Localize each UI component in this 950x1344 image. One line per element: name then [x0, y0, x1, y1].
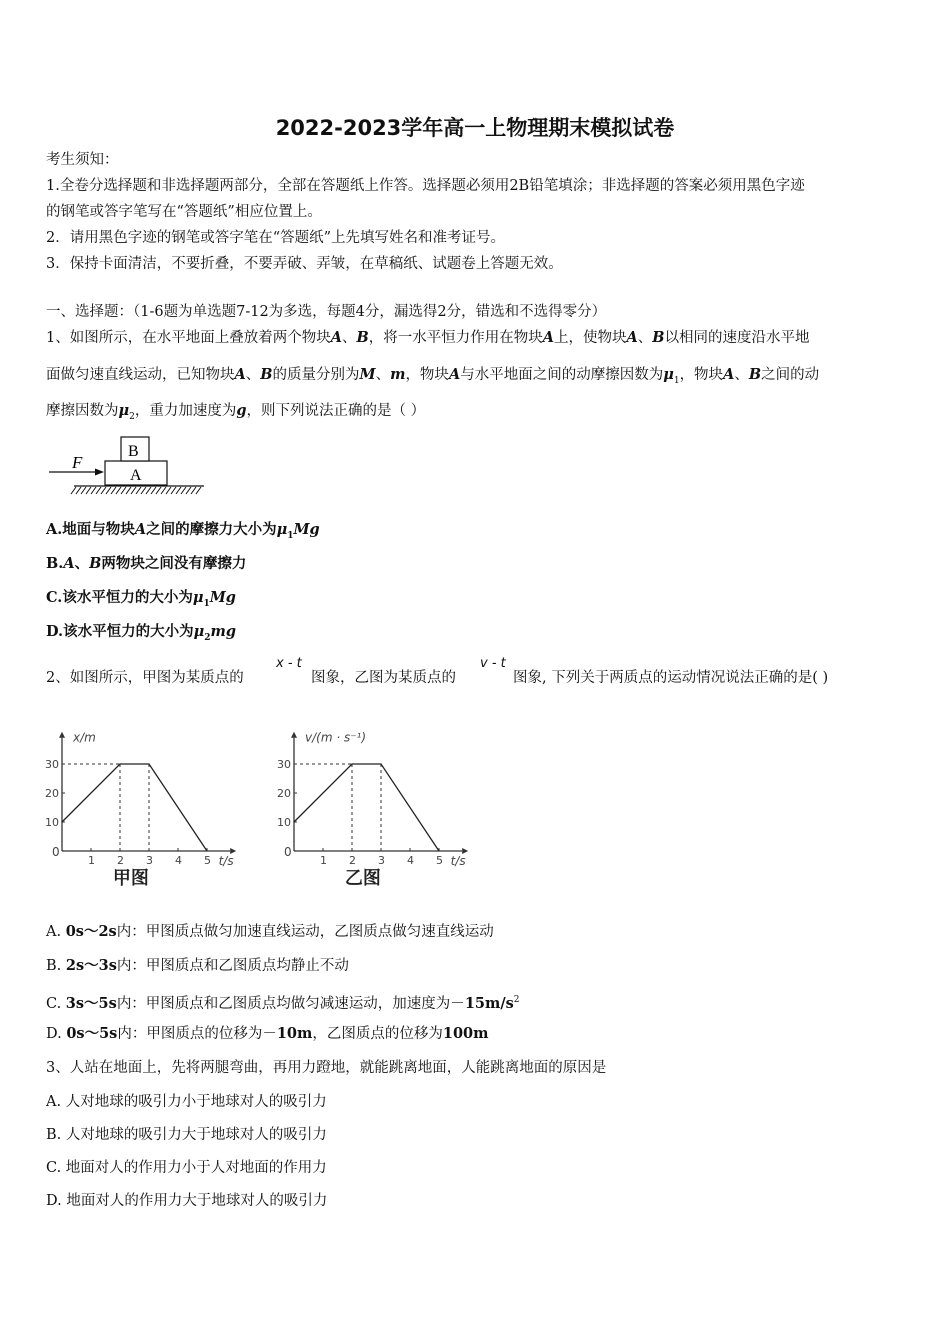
hatch-mark [161, 487, 166, 494]
hatch-mark [116, 487, 121, 494]
y-tick-label: 10 [277, 816, 291, 829]
notice-item-1: 1.全卷分选择题和非选择题两部分，全部在答题纸上作答。选择题必须用2B铅笔填涂；非选择题的答案必须用黑色字迹 [46, 178, 805, 194]
x-tick-label: 1 [88, 854, 95, 867]
q2-option-d[interactable]: D. 0s～5s内：甲图质点的位移为－10m，乙图质点的位移为100m [46, 1025, 489, 1042]
hatch-mark [121, 487, 126, 494]
notice-item-3: 3．保持卡面清洁，不要折叠，不要弄破、弄皱，在草稿纸、试题卷上答题无效。 [46, 256, 563, 272]
x-tick-label: 3 [378, 854, 385, 867]
x-axis-label: t/s [450, 854, 466, 868]
ground-hatching [71, 487, 201, 494]
hatch-mark [106, 487, 111, 494]
hatch-mark [131, 487, 136, 494]
hatch-mark [101, 487, 106, 494]
chart-jia [30, 705, 260, 890]
q2-stem-b: 图象，乙图为某质点的 [311, 670, 456, 686]
q1-stem-line2: 面做匀速直线运动，已知物块A、B的质量分别为M、m，物块A与水平地面之间的动摩擦因数为$\mu_1$，物块A、B之间的动 [46, 366, 820, 386]
q1-block-figure [46, 432, 211, 500]
notice-heading: 考生须知： [46, 152, 119, 168]
x-tick-label: 3 [146, 854, 153, 867]
x-tick-label: 5 [204, 854, 211, 867]
y-tick-label: 30 [45, 758, 59, 771]
y-axis-arrow [291, 732, 297, 738]
y-tick-label: 10 [45, 816, 59, 829]
q2-stem-c: 图象, 下列关于两质点的运动情况说法正确的是( ) [513, 670, 829, 686]
hatch-mark [126, 487, 131, 494]
origin-label: 0 [284, 845, 292, 859]
hatch-mark [71, 487, 76, 494]
q1-option-a[interactable]: A.地面与物块A之间的摩擦力大小为$\mu_1Mg$ [46, 521, 320, 541]
hatch-mark [191, 487, 196, 494]
q1-option-b[interactable]: B.A、B两物块之间没有摩擦力 [46, 555, 247, 572]
hatch-mark [76, 487, 81, 494]
q2-option-a[interactable]: A. 0s～2s内：甲图质点做匀加速直线运动，乙图质点做匀速直线运动 [46, 923, 494, 940]
x-tick-label: 5 [436, 854, 443, 867]
q1-stem-line3: 摩擦因数为$\mu_2$，重力加速度为g，则下列说法正确的是（ ） [46, 402, 426, 422]
y-tick-label: 20 [45, 787, 59, 800]
hatch-mark [171, 487, 176, 494]
q1-option-d[interactable]: D.该水平恒力的大小为$\mu_2mg$ [46, 623, 236, 643]
x-tick-label: 4 [175, 854, 182, 867]
hatch-mark [196, 487, 201, 494]
hatch-mark [111, 487, 116, 494]
notice-item-1-cont: 的钢笔或答字笔写在“答题纸”相应位置上。 [46, 204, 322, 220]
x-tick-label: 4 [407, 854, 414, 867]
q1-option-c[interactable]: C.该水平恒力的大小为$\mu_1Mg$ [46, 589, 236, 609]
x-tick-label: 2 [349, 854, 356, 867]
hatch-mark [136, 487, 141, 494]
hatch-mark [86, 487, 91, 494]
y-axis-label: v/(m · s⁻¹) [305, 730, 367, 745]
chart-yi [262, 705, 492, 890]
hatch-mark [181, 487, 186, 494]
q1-stem-line1: 1、如图所示，在水平地面上叠放着两个物块A、B，将一水平恒力作用在物块A上，使物块A、B以相同的速度沿水平地 [46, 329, 810, 346]
page-title: 2022-2023学年高一上物理期末模拟试卷 [275, 116, 675, 140]
y-tick-label: 30 [277, 758, 291, 771]
y-axis-label: x/m [73, 730, 96, 745]
x-tick-label: 1 [320, 854, 327, 867]
hatch-mark [176, 487, 181, 494]
force-arrow-head [95, 469, 104, 476]
hatch-mark [156, 487, 161, 494]
q2-vt-symbol: v - t [480, 656, 506, 671]
notice-item-2: 2．请用黑色字迹的钢笔或答字笔在“答题纸”上先填写姓名和准考证号。 [46, 230, 506, 246]
q2-stem-a: 2、如图所示，甲图为某质点的 [46, 670, 244, 686]
block-b-label: B [128, 443, 139, 460]
hatch-mark [141, 487, 146, 494]
q3-option-b[interactable]: B. 人对地球的吸引力大于地球对人的吸引力 [46, 1127, 327, 1143]
origin-label: 0 [52, 845, 60, 859]
hatch-mark [81, 487, 86, 494]
force-label: F [72, 453, 83, 472]
x-tick-label: 2 [117, 854, 124, 867]
chart-title: 甲图 [112, 868, 149, 889]
q3-option-d[interactable]: D. 地面对人的作用力大于地球对人的吸引力 [46, 1193, 328, 1209]
series-line [294, 764, 439, 851]
x-axis-label: t/s [218, 854, 234, 868]
section-heading: 一、选择题：（1-6题为单选题7-12为多选，每题4分，漏选得2分，错选和不选得零分） [46, 304, 607, 320]
q3-option-a[interactable]: A. 人对地球的吸引力小于地球对人的吸引力 [46, 1094, 327, 1110]
hatch-mark [96, 487, 101, 494]
hatch-mark [91, 487, 96, 494]
hatch-mark [151, 487, 156, 494]
hatch-mark [166, 487, 171, 494]
q2-option-c[interactable]: C. 3s～5s内：甲图质点和乙图质点均做匀减速运动，加速度为$-15m/s^2$ [46, 994, 520, 1012]
y-axis-arrow [59, 732, 65, 738]
q3-stem: 3、人站在地面上，先将两腿弯曲，再用力蹬地，就能跳离地面，人能跳离地面的原因是 [46, 1060, 607, 1076]
q3-option-c[interactable]: C. 地面对人的作用力小于人对地面的作用力 [46, 1160, 327, 1176]
block-a-label: A [130, 467, 142, 484]
chart-title: 乙图 [344, 868, 381, 889]
q2-option-b[interactable]: B. 2s～3s内：甲图质点和乙图质点均静止不动 [46, 957, 349, 974]
hatch-mark [146, 487, 151, 494]
q2-xt-symbol: x - t [276, 656, 302, 671]
y-tick-label: 20 [277, 787, 291, 800]
series-line [62, 764, 207, 851]
hatch-mark [186, 487, 191, 494]
